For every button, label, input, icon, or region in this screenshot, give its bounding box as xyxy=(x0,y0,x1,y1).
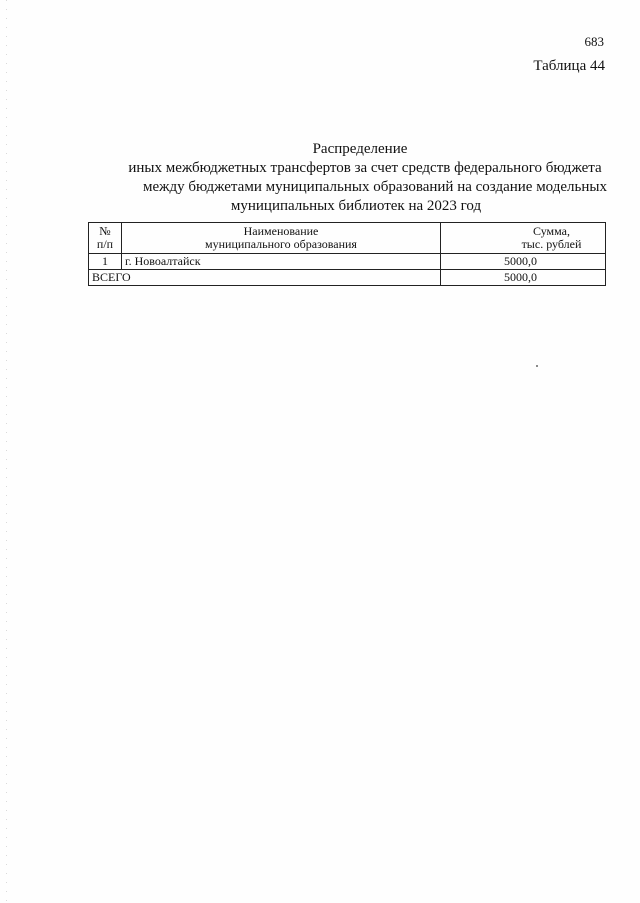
row-number: 1 xyxy=(89,254,122,270)
header-number-line-1: № xyxy=(99,224,111,238)
header-sum xyxy=(441,223,606,254)
table-total-row xyxy=(89,270,606,286)
title-line-4: муниципальных библиотек на 2023 год xyxy=(230,198,482,214)
total-sum: 5000,0 xyxy=(441,270,606,286)
table-header-row xyxy=(89,223,606,254)
header-municipality-line-2: муниципального образования xyxy=(205,237,357,251)
title-line-2: иных межбюджетных трансфертов за счет средств федерального бюджета xyxy=(128,160,602,176)
header-sum-line-2: тыс. рублей xyxy=(521,237,582,251)
page-number: 683 xyxy=(584,34,604,49)
document-title xyxy=(0,140,640,216)
table-row xyxy=(89,254,606,270)
distribution-table xyxy=(88,222,606,286)
header-number-line-2: п/п xyxy=(96,237,114,251)
table-label: Таблица 44 xyxy=(533,58,605,74)
header-number xyxy=(89,223,122,254)
header-municipality xyxy=(122,223,441,254)
row-sum: 5000,0 xyxy=(441,254,606,270)
header-sum-line-1: Сумма, xyxy=(533,224,570,238)
title-line-1: Распределение xyxy=(312,141,408,157)
total-label: ВСЕГО xyxy=(89,270,441,286)
scan-speck xyxy=(536,365,538,367)
row-municipality: г. Новоалтайск xyxy=(122,254,441,270)
header-municipality-line-1: Наименование xyxy=(243,224,319,238)
scan-margin-marks xyxy=(6,0,7,903)
title-line-3: между бюджетами муниципальных образований на создание модельных xyxy=(143,179,607,195)
